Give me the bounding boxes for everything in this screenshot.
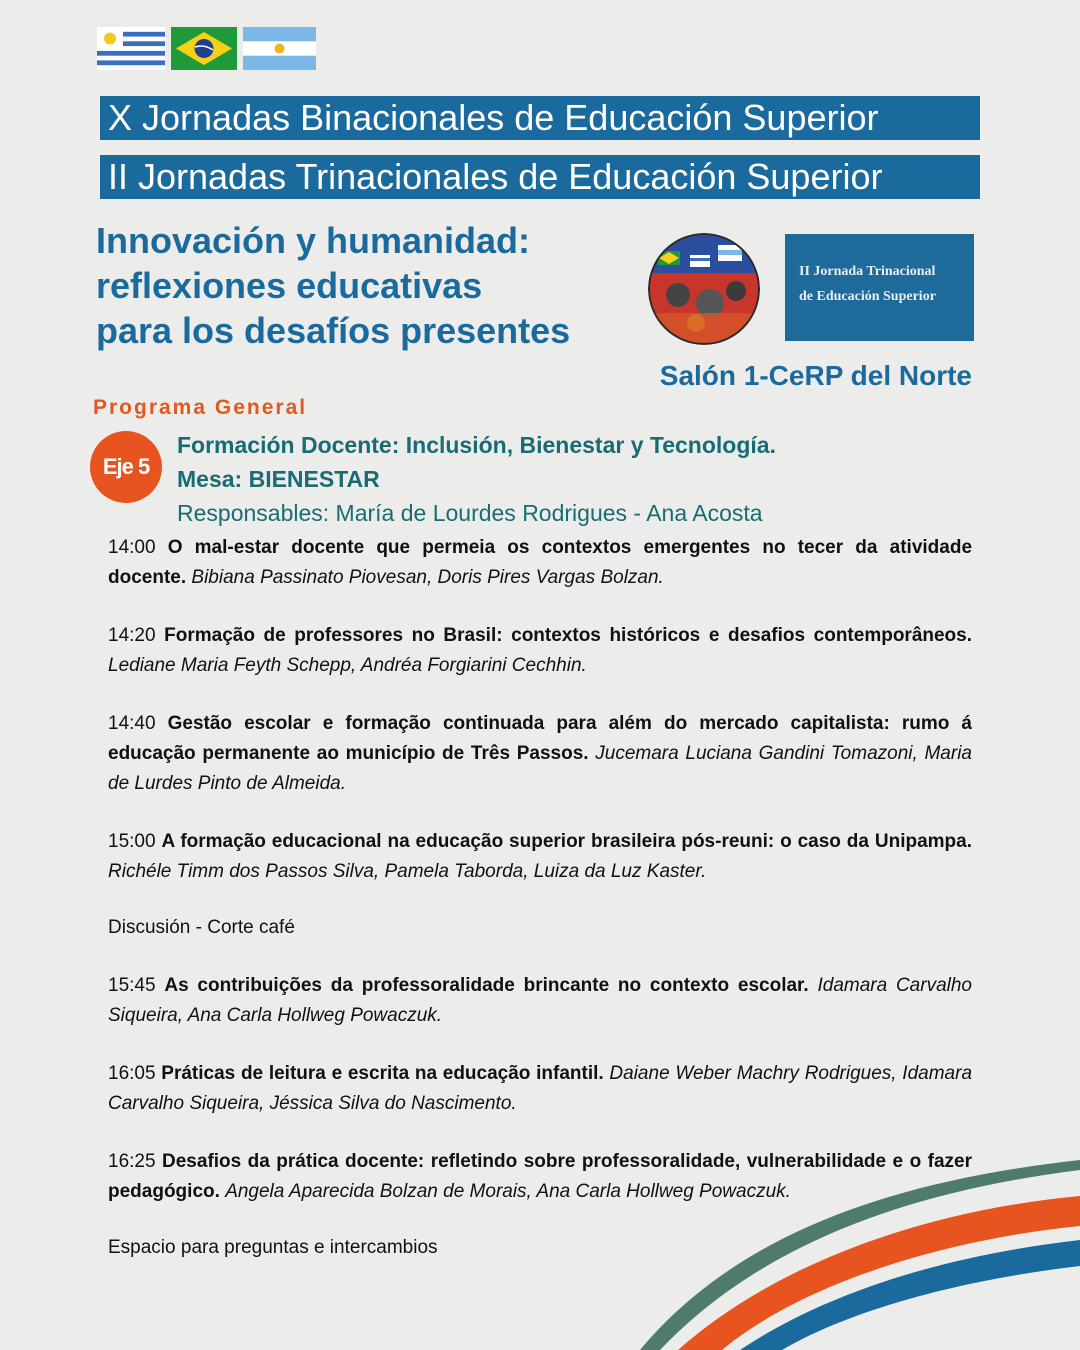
entry-time: 16:05 — [108, 1063, 156, 1084]
argentina-flag — [243, 27, 316, 70]
entry-title: O mal-estar docente que permeia os contextos emergentes no tecer da atividade docente. — [108, 537, 973, 588]
mesa-title: Mesa: BIENESTAR — [177, 466, 380, 492]
uruguay-flag — [97, 27, 165, 70]
responsables: Responsables: María de Lourdes Rodrigues - Ana Acosta — [177, 500, 763, 526]
brazil-flag — [171, 27, 237, 70]
entry-title: Formação de professores no Brasil: contextos históricos e desafios contemporâneos. — [164, 625, 973, 646]
event-subtitle — [96, 218, 636, 353]
questions-space: Espacio para preguntas e intercambios — [108, 1237, 438, 1258]
trinational-logo — [785, 234, 974, 341]
coffee-break: Discusión - Corte café — [108, 917, 295, 938]
program-entry — [108, 709, 972, 799]
banner-trinacionales: II Jornadas Trinacionales de Educación Superior — [100, 155, 980, 199]
program-entry — [108, 533, 972, 593]
entry-authors: Jucemara Luciana Gandini Tomazoni, Maria de Lurdes Pinto de Almeida. — [108, 743, 972, 794]
entry-authors: Bibiana Passinato Piovesan, Doris Pires Vargas Bolzan. — [191, 567, 664, 588]
subtitle-line-1: Innovación y humanidad: — [96, 220, 531, 261]
logo-line-1: II Jornada Trinacional — [799, 264, 936, 279]
entry-authors: Daiane Weber Machry Rodrigues, Idamara Carvalho Siqueira, Jéssica Silva do Nascimento. — [108, 1063, 973, 1114]
entry-time: 15:45 — [108, 975, 156, 996]
program-entry — [108, 827, 972, 887]
entry-authors: Lediane Maria Feyth Schepp, Andréa Forgiarini Cechhin. — [108, 655, 587, 676]
entry-title: Desafios da prática docente: refletindo sobre professoralidade, vulnerabilidade e o fazer pedagógico. — [108, 1151, 972, 1202]
entry-time: 14:20 — [108, 625, 156, 646]
entry-authors: Richéle Timm dos Passos Silva, Pamela Taborda, Luiza da Luz Kaster. — [108, 861, 707, 882]
entry-time: 14:00 — [108, 537, 156, 558]
program-entry — [108, 971, 972, 1031]
venue-label: Salón 1-CeRP del Norte — [659, 360, 972, 391]
circular-artwork-logo — [648, 233, 760, 345]
program-entry — [108, 1147, 972, 1207]
logo-line-2: de Educación Superior — [799, 289, 936, 304]
entry-title: As contribuições da professoralidade brincante no contexto escolar. — [164, 975, 809, 996]
axis-badge: Eje 5 — [90, 431, 162, 503]
entry-time: 15:00 — [108, 831, 156, 852]
entry-time: 14:40 — [108, 713, 156, 734]
entry-title: Gestão escolar e formação continuada para além do mercado capitalista: rumo á educação permanente ao município de Três Passos. — [108, 713, 972, 764]
axis-title: Formación Docente: Inclusión, Bienestar y Tecnología. — [177, 432, 776, 458]
subtitle-line-2: reflexiones educativas — [96, 265, 483, 306]
banner-binacionales: X Jornadas Binacionales de Educación Superior — [100, 96, 980, 140]
program-entry — [108, 1059, 972, 1119]
entry-title: A formação educacional na educação superior brasileira pós-reuni: o caso da Unipampa. — [161, 831, 972, 852]
program-entry — [108, 621, 972, 681]
entry-time: 16:25 — [108, 1151, 156, 1172]
entry-title: Práticas de leitura e escrita na educação infantil. — [161, 1063, 604, 1084]
entry-authors: Angela Aparecida Bolzan de Morais, Ana Carla Hollweg Powaczuk. — [225, 1181, 791, 1202]
entry-authors: Idamara Carvalho Siqueira, Ana Carla Hollweg Powaczuk. — [108, 975, 972, 1026]
program-heading: Programa General — [93, 396, 308, 419]
subtitle-line-3: para los desafíos presentes — [96, 310, 571, 351]
